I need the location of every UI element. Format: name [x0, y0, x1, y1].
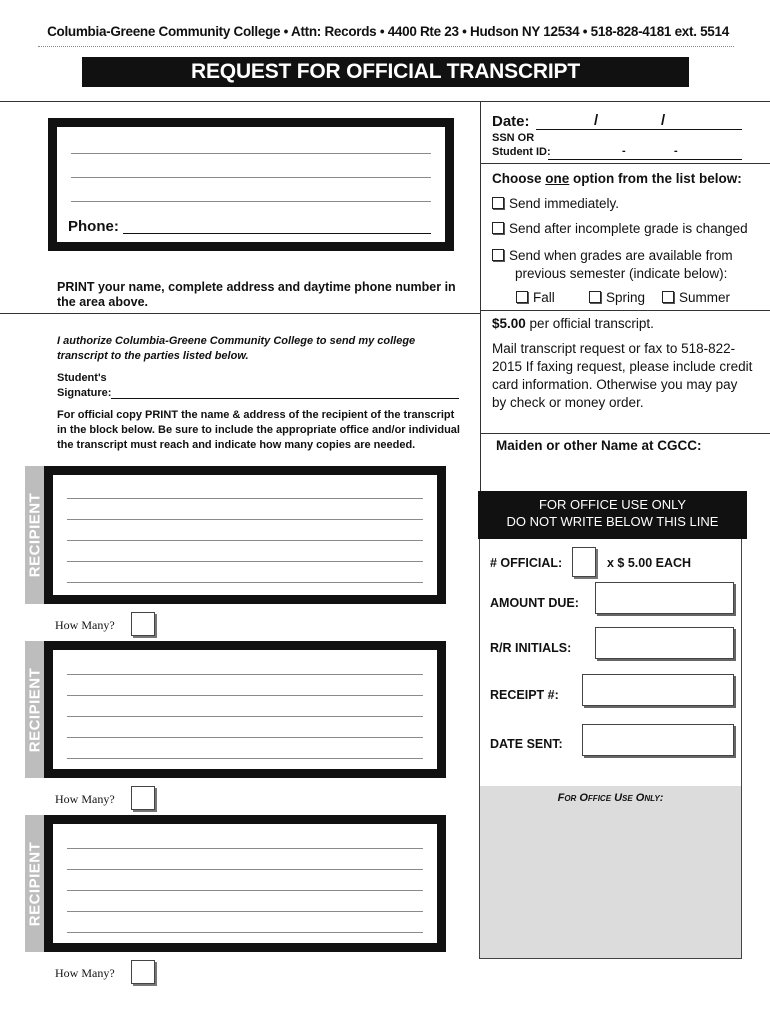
semester-label: Spring [606, 290, 646, 305]
address-line [71, 177, 431, 178]
recipient-line [67, 758, 423, 759]
date-label: Date: [492, 113, 530, 130]
top-divider [0, 101, 770, 102]
amount-due-label: AMOUNT DUE: [490, 596, 579, 610]
office-shaded-area [480, 786, 741, 958]
options-heading-post: option from the list below: [569, 171, 742, 186]
recipient-line [67, 695, 423, 696]
office-banner-line1: FOR OFFICE USE ONLY [538, 497, 687, 512]
checkbox-icon[interactable] [516, 291, 528, 303]
option-send-immediately[interactable] [492, 196, 619, 211]
recipient-tab-label: RECIPIENT [26, 667, 44, 752]
print-instruction: PRINT your name, complete address and daytime phone number in the area above. [57, 280, 456, 309]
date-separator: / [594, 112, 599, 129]
how-many-box[interactable] [131, 612, 155, 636]
fee-line [492, 316, 654, 331]
recipient-line [67, 540, 423, 541]
right-divider-3 [480, 433, 770, 434]
signature-field[interactable] [111, 398, 459, 399]
recipient-instruction: For official copy PRINT the name & address of the recipient of the transcript in the block below. Be sure to include the appropriate office and/or individual the transcript must reach and indicate how many copies are needed. [57, 409, 460, 451]
price-each-text: x $ 5.00 EACH [607, 556, 692, 570]
ssn-label: SSN OR [492, 132, 535, 144]
recipient-frame[interactable] [44, 815, 446, 952]
rr-initials-label: R/R INITIALS: [490, 641, 572, 655]
recipient-line [67, 498, 423, 499]
checkbox-icon[interactable] [492, 197, 504, 209]
recipient-frame[interactable] [44, 641, 446, 778]
mail-instructions: Mail transcript request or fax to 518-822-2015 If faxing request, please include credit card information. Otherwise you may pay by check or money order. [492, 341, 753, 410]
maiden-name-label: Maiden or other Name at CGCC: [496, 438, 702, 453]
signature-label-2: Signature: [57, 387, 112, 399]
recipient-tab-label: RECIPIENT [26, 841, 44, 926]
option-send-when-grades[interactable] [492, 247, 742, 283]
recipient-line [67, 890, 423, 891]
page-title: REQUEST FOR OFFICIAL TRANSCRIPT [191, 60, 580, 83]
semester-summer[interactable] [662, 290, 730, 305]
id-separator: - [622, 145, 626, 157]
semester-label: Fall [533, 290, 555, 305]
recipient-tab [25, 641, 45, 778]
fee-amount: $5.00 [492, 316, 526, 331]
semester-spring[interactable] [589, 290, 645, 305]
receipt-number-field[interactable] [582, 674, 734, 706]
id-separator: - [674, 145, 678, 157]
date-field[interactable] [536, 129, 742, 130]
office-banner-line2: DO NOT WRITE BELOW THIS LINE [506, 514, 719, 529]
right-divider-2 [480, 310, 770, 311]
address-line [71, 201, 431, 202]
option-label: Send immediately. [509, 196, 620, 211]
how-many-box[interactable] [131, 786, 155, 810]
rr-initials-field[interactable] [595, 627, 734, 659]
option-label: Send after incomplete grade is changed [509, 221, 748, 236]
authorization-statement: I authorize Columbia-Greene Community College to send my college transcript to the parties listed below. [57, 335, 416, 362]
recipient-frame[interactable] [44, 466, 446, 604]
recipient-line [67, 848, 423, 849]
address-line [71, 153, 431, 154]
recipient-line [67, 674, 423, 675]
recipient-line [67, 519, 423, 520]
recipient-tab [25, 815, 45, 952]
official-count-label: # OFFICIAL: [490, 556, 563, 570]
date-sent-field[interactable] [582, 724, 734, 756]
date-sent-label: DATE SENT: [490, 737, 563, 751]
option-send-after-incomplete[interactable] [492, 221, 748, 236]
checkbox-icon[interactable] [492, 222, 504, 234]
title-banner [82, 57, 689, 87]
options-heading-emphasis: one [545, 171, 570, 186]
checkbox-icon[interactable] [492, 249, 504, 261]
recipient-line [67, 561, 423, 562]
options-heading-pre: Choose [492, 171, 546, 186]
options-heading [492, 171, 742, 186]
receipt-number-label: RECEIPT #: [490, 688, 559, 702]
date-separator: / [661, 112, 666, 129]
recipient-tab-label: RECIPIENT [26, 492, 44, 578]
college-address-line: Columbia-Greene Community College • Attn: Records • 4400 Rte 23 • Hudson NY 12534 • 518-828-4181 ext. 5514 [47, 24, 729, 39]
how-many-box[interactable] [131, 960, 155, 984]
official-count-box[interactable] [572, 547, 596, 577]
how-many-label: How Many? [55, 792, 115, 806]
how-many-label: How Many? [55, 618, 115, 632]
recipient-line [67, 716, 423, 717]
right-divider-1 [480, 163, 770, 164]
checkbox-icon[interactable] [589, 291, 601, 303]
office-use-banner [478, 491, 747, 539]
amount-due-field[interactable] [595, 582, 734, 614]
recipient-line [67, 932, 423, 933]
left-section-divider [0, 313, 480, 314]
how-many-label: How Many? [55, 966, 115, 980]
signature-label-1: Student's [57, 372, 107, 384]
recipient-line [67, 911, 423, 912]
header-dotted-rule [38, 46, 734, 47]
phone-label: Phone: [68, 218, 119, 235]
recipient-line [67, 737, 423, 738]
recipient-line [67, 869, 423, 870]
recipient-tab [25, 466, 45, 604]
office-footer-label: For Office Use Only: [557, 792, 664, 804]
student-id-label: Student ID: [492, 146, 551, 158]
checkbox-icon[interactable] [662, 291, 674, 303]
fee-per-text: per official transcript. [525, 316, 654, 331]
name-address-frame [48, 118, 454, 251]
recipient-line [67, 582, 423, 583]
semester-label: Summer [679, 290, 731, 305]
option-label: Send when grades are available from previous semester (indicate below): [509, 248, 733, 281]
student-id-field[interactable] [548, 159, 742, 160]
phone-field[interactable] [123, 233, 431, 234]
semester-fall[interactable] [516, 290, 555, 305]
